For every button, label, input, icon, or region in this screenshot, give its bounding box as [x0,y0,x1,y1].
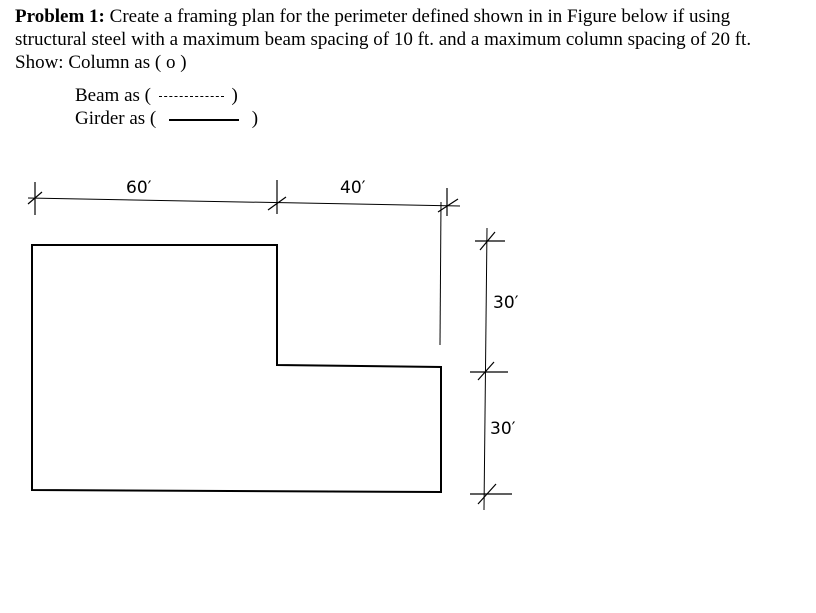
right-extension-line [440,202,441,345]
top-middle-tick [268,180,286,214]
right-top-tick [475,232,505,250]
beam-legend-label: Beam as ( [75,85,151,106]
building-perimeter [32,245,441,492]
girder-legend-label: Girder as ( [75,108,157,129]
show-column-line: Show: Column as ( o ) [15,52,187,73]
dim-label-40-top: 40′ [340,178,366,198]
beam-legend-close: ) [231,85,238,106]
girder-legend-close: ) [251,108,259,129]
right-middle-tick [470,362,508,380]
top-dimension-line [28,198,460,206]
problem-heading: Problem 1: [15,6,105,27]
right-dimension-line [484,228,487,510]
right-bottom-tick [470,484,512,504]
dim-label-30-lower: 30′ [490,419,516,439]
problem-text: Create a framing plan for the perimeter defined shown in in Figure below if using structural steel with a maximum beam spacing of 10 ft. and a maximum column spacing of 20 ft. [15,6,752,50]
dim-label-60: 60′ [126,178,152,198]
dim-label-30-upper: 30′ [493,293,519,313]
